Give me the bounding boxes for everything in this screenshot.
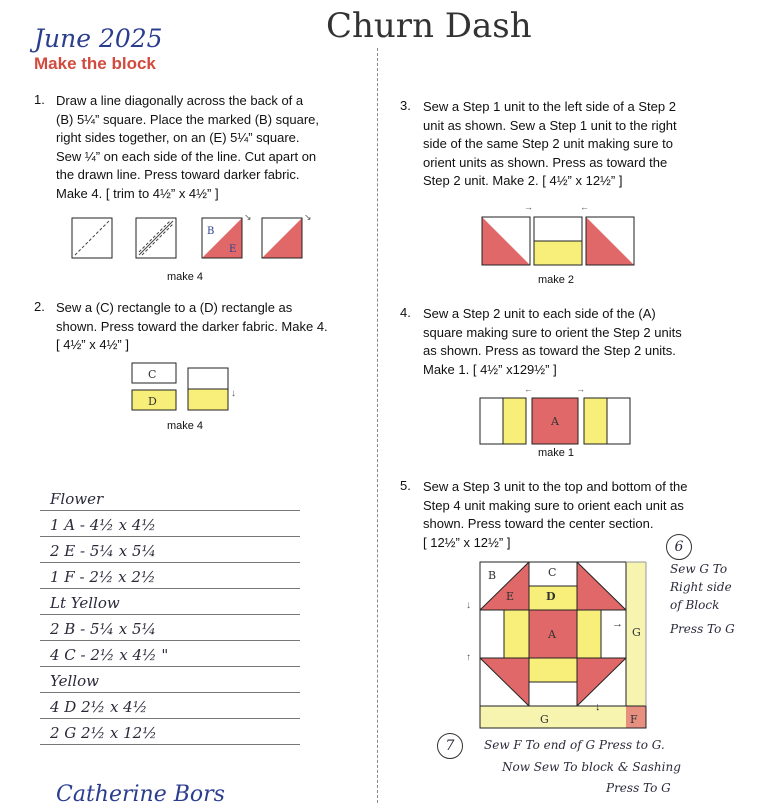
press-arrow: ↘	[304, 212, 312, 222]
step-1-line: (B) 5¼” square. Place the marked (B) square,	[56, 111, 320, 127]
step-5-text	[423, 478, 753, 552]
cutting-line: Lt Yellow	[50, 594, 120, 612]
sashing-bottom	[480, 706, 626, 728]
cutting-line: 4 C - 2½ x 4½ "	[50, 646, 169, 664]
cutting-line: Flower	[50, 490, 104, 508]
cutting-list	[50, 486, 300, 746]
step-2-line: shown. Press toward the darker fabric. Make 4.	[56, 318, 328, 334]
label-d: D	[546, 590, 556, 603]
notebook-rule	[40, 666, 300, 667]
seam-line	[75, 221, 109, 255]
step-3-line: Sew a Step 1 unit to the left side of a Step 2	[423, 99, 676, 114]
cutting-line: 2 G 2½ x 12½	[50, 724, 157, 742]
step-4-line: square making sure to orient the Step 2 units	[423, 324, 682, 340]
cutting-line: 1 A - 4½ x 4½	[50, 516, 156, 534]
cutting-line: 1 F - 2½ x 2½	[50, 568, 156, 586]
step-5-line: shown. Press toward the center section.	[423, 516, 654, 531]
cutting-line: 2 E - 5¼ x 5¼	[50, 542, 157, 560]
step-1-line: the drawn line. Press toward darker fabric.	[56, 167, 300, 182]
cutting-line: 2 B - 5¼ x 5¼	[50, 620, 157, 638]
press-arrow: ↑	[466, 652, 471, 663]
step-2-line: [ 4½” x 4½” ]	[56, 337, 129, 352]
hst-label-e: E	[229, 244, 237, 255]
step-3-line: side of the same Step 2 unit making sure to	[423, 136, 674, 151]
press-arrow: →	[612, 618, 623, 630]
step-2-caption: make 4	[166, 420, 204, 432]
step-3-number: 3.	[400, 98, 411, 113]
notebook-rule	[40, 614, 300, 615]
press-arrow: →	[576, 384, 585, 394]
seam-line	[142, 224, 173, 255]
center-square-label: A	[551, 415, 559, 428]
step-4-line: as shown. Press as toward the Step 2 units.	[423, 343, 676, 358]
step-3-line: orient units as shown. Press as toward the	[423, 154, 668, 170]
press-arrow: →	[524, 202, 533, 212]
label-g-bottom: G	[540, 713, 549, 726]
label-c: C	[548, 566, 557, 579]
step-4-caption: make 1	[537, 447, 575, 459]
seam-line	[139, 221, 173, 255]
notebook-rule	[40, 562, 300, 563]
press-arrow: ↓	[231, 388, 236, 399]
column-divider	[377, 48, 378, 803]
press-arrow: ↓	[466, 600, 471, 611]
notebook-rule	[40, 744, 300, 745]
notebook-rule	[40, 588, 300, 589]
step-1-line: Sew ¼” on each side of the line. Cut apart on	[56, 148, 317, 164]
step-1-text	[56, 92, 366, 203]
step-5-line: Step 4 unit making sure to orient each unit as	[423, 497, 684, 513]
step-3-caption: make 2	[537, 274, 575, 286]
note-7-line-3: Press To G	[606, 781, 671, 795]
step-3-text	[423, 98, 753, 191]
plain-square	[72, 218, 112, 258]
note-7-line-2: Now Sew To block & Sashing	[502, 760, 681, 774]
note-6-number: 6	[666, 534, 692, 560]
cutting-line: Yellow	[50, 672, 99, 690]
step-3-line: unit as shown. Sew a Step 1 unit to the right	[423, 117, 677, 133]
press-arrow: ←	[524, 384, 533, 394]
notebook-rule	[40, 692, 300, 693]
step-4-text	[423, 305, 753, 379]
note-7-line-1: Sew F To end of G Press to G.	[484, 738, 665, 752]
note-7-number: 7	[437, 733, 463, 759]
note-6-line: Sew G To	[670, 562, 728, 576]
step-2-text	[56, 299, 366, 355]
step-1-number: 1.	[34, 92, 45, 107]
block-title: Churn Dash	[326, 6, 532, 46]
hst-label-b: B	[207, 226, 215, 237]
notebook-rule	[40, 718, 300, 719]
step-5-line: [ 12½” x 12½” ]	[423, 534, 511, 550]
date-heading: June 2025	[34, 24, 163, 53]
rectangle-c-label: C	[148, 368, 157, 381]
rectangle-d-label: D	[148, 395, 157, 408]
press-arrow: ↘	[244, 212, 252, 222]
press-arrow: ↓	[595, 701, 601, 713]
label-f: F	[630, 713, 638, 726]
step-4-line: Make 1. [ 4½” x129½” ]	[423, 361, 557, 377]
signature: Catherine Bors	[56, 782, 225, 807]
label-a: A	[548, 628, 556, 641]
step-1-diagram	[66, 210, 326, 270]
note-6-line: Right side	[670, 580, 732, 594]
notebook-rule	[40, 510, 300, 511]
section-heading: Make the block	[34, 54, 156, 73]
step-3-diagram	[478, 200, 638, 272]
step-3-line: Step 2 unit. Make 2. [ 4½” x 12½” ]	[423, 173, 623, 188]
press-arrow: ←	[580, 202, 589, 212]
seam-line	[139, 221, 170, 252]
step-5-line: Sew a Step 3 unit to the top and bottom of the	[423, 479, 688, 494]
step-4-diagram	[474, 382, 638, 448]
step-4-line: Sew a Step 2 unit to each side of the (A)	[423, 306, 656, 321]
label-b: B	[488, 569, 497, 582]
step-1-line: Draw a line diagonally across the back of a	[56, 93, 304, 108]
label-g-right: G	[632, 626, 641, 639]
step-2-line: Sew a (C) rectangle to a (D) rectangle as	[56, 300, 293, 315]
step-1-line: right sides together, on an (E) 5¼” square.	[56, 130, 300, 145]
note-6-line: of Block	[670, 598, 720, 612]
step-2-diagram	[128, 360, 248, 420]
cutting-line: 4 D 2½ x 4½	[50, 698, 148, 716]
step-2-number: 2.	[34, 299, 45, 314]
cd-left	[504, 610, 529, 658]
label-e: E	[506, 590, 515, 603]
churn-dash-block-diagram	[462, 552, 662, 742]
cd-right	[577, 610, 601, 658]
notebook-rule	[40, 536, 300, 537]
step-1-caption: make 4	[166, 271, 204, 283]
notebook-rule	[40, 640, 300, 641]
note-6-text	[670, 560, 768, 638]
cd-bottom	[529, 658, 577, 682]
step-5-number: 5.	[400, 478, 411, 493]
note-6-line: Press To G	[670, 622, 735, 636]
step-4-number: 4.	[400, 305, 411, 320]
step-1-line: Make 4. [ trim to 4½” x 4½” ]	[56, 185, 219, 201]
